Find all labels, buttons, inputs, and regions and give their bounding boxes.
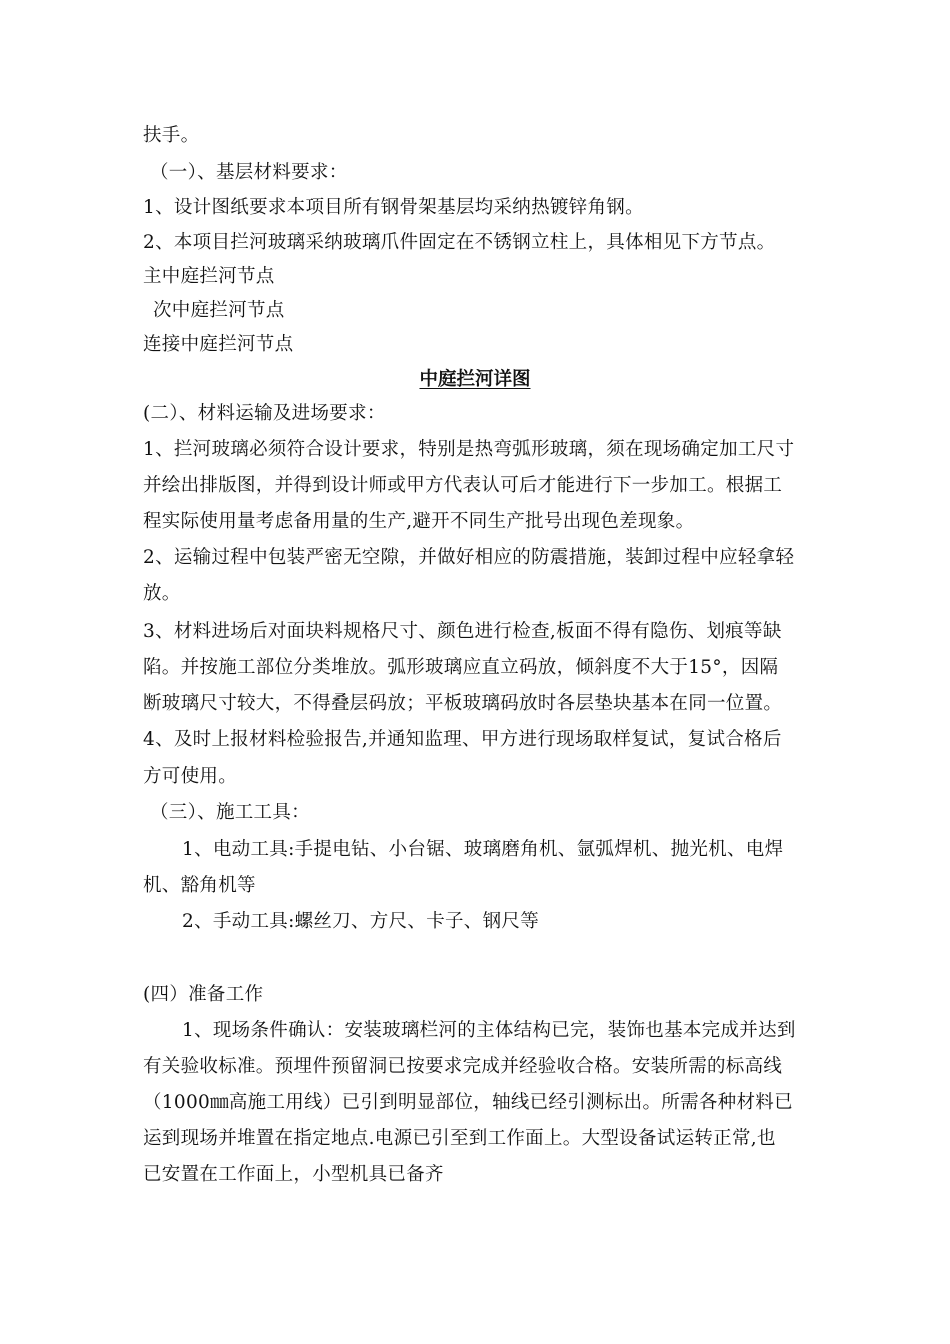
text-line: 程实际使用量考虑备用量的生产,避开不同生产批号出现色差现象。: [143, 511, 695, 532]
text-line: 运到现场并堆置在指定地点.电源已引至到工作面上。大型设备试运转正常,也: [143, 1128, 776, 1149]
figure-title: [0, 368, 950, 392]
text-line: 方可使用。: [143, 766, 238, 787]
text-line: 并绘出排版图，并得到设计师或甲方代表认可后才能进行下一步加工。根据工: [143, 475, 783, 496]
node-caption-connecting-atrium: 连接中庭拦河节点: [143, 334, 294, 355]
text-line: 3、材料进场后对面块料规格尺寸、颜色进行检查,板面不得有隐伤、划痕等缺: [143, 621, 782, 642]
text-line: 4、及时上报材料检验报告,并通知监理、甲方进行现场取样复试，复试合格后: [143, 729, 782, 750]
section-heading-2: (二）、材料运输及进场要求：: [143, 403, 386, 424]
text-line: 已安置在工作面上，小型机具已备齐: [143, 1164, 444, 1185]
text-line: 2、运输过程中包装严密无空隙，并做好相应的防震措施，装卸过程中应轻拿轻: [143, 547, 795, 568]
node-caption-secondary-atrium: 次中庭拦河节点: [153, 300, 285, 321]
text-line: 有关验收标准。预埋件预留洞已按要求完成并经验收合格。安装所需的标高线: [143, 1056, 783, 1077]
section-heading-4: (四）准备工作: [143, 984, 264, 1005]
text-line: 1、设计图纸要求本项目所有钢骨架基层均采纳热镀锌角钢。: [143, 197, 644, 218]
text-line: 2、手动工具:螺丝刀、方尺、卡子、钢尺等: [182, 911, 540, 932]
text-line: 1、现场条件确认：安装玻璃栏河的主体结构已完，装饰也基本完成并达到: [182, 1020, 796, 1041]
text-line: 机、豁角机等: [143, 875, 256, 896]
node-caption-main-atrium: 主中庭拦河节点: [143, 266, 275, 287]
figure-title-text: 中庭拦河详图: [419, 369, 531, 390]
text-line: （1000㎜高施工用线）已引到明显部位，轴线已经引测标出。所需各种材料已: [143, 1092, 793, 1113]
text-line: 陷。并按施工部位分类堆放。弧形玻璃应直立码放，倾斜度不大于15°，因隔: [143, 657, 779, 678]
text-line: 扶手。: [143, 125, 200, 146]
text-line: 1、电动工具:手提电钻、小台锯、玻璃磨角机、氩弧焊机、抛光机、电焊: [182, 839, 784, 860]
section-heading-1: （一）、基层材料要求：: [150, 162, 348, 183]
section-heading-3: （三）、施工工具：: [150, 802, 310, 823]
text-line: 2、本项目拦河玻璃采纳玻璃爪件固定在不锈钢立柱上，具体相见下方节点。: [143, 232, 776, 253]
text-line: 1、拦河玻璃必须符合设计要求，特别是热弯弧形玻璃，须在现场确定加工尺寸: [143, 439, 795, 460]
text-line: 放。: [143, 583, 181, 604]
text-line: 断玻璃尺寸较大，不得叠层码放；平板玻璃码放时各层垫块基本在同一位置。: [143, 693, 783, 714]
